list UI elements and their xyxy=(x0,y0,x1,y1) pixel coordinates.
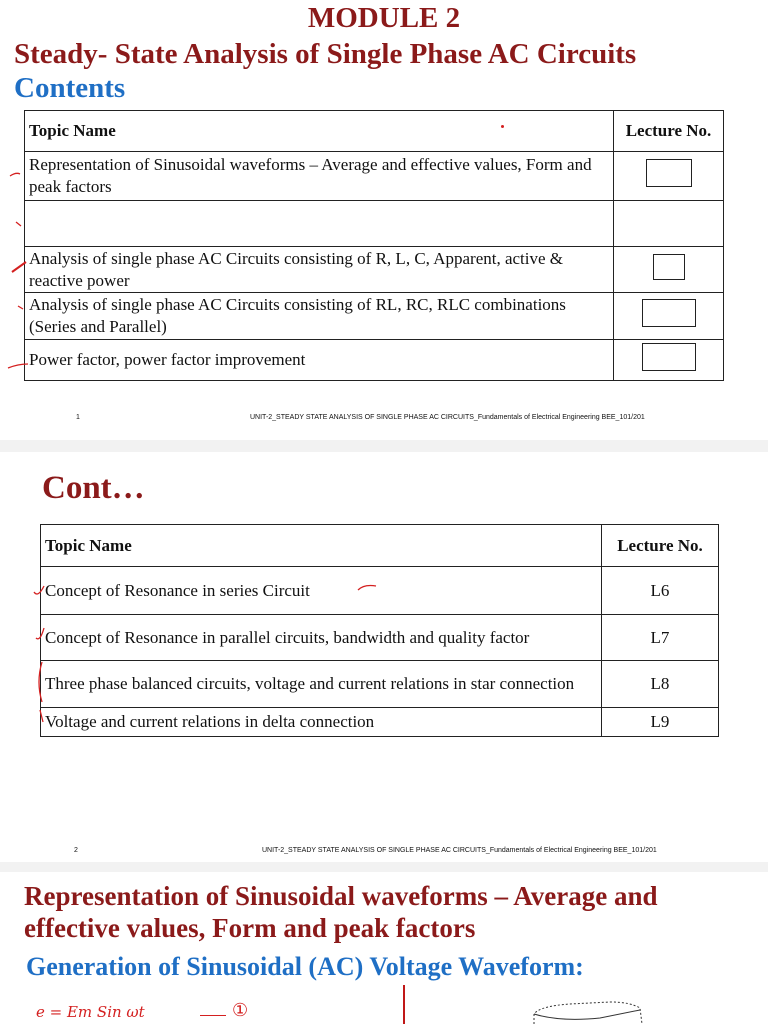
topic-cell: Analysis of single phase AC Circuits consisting of RL, RC, RLC combinations (Series and Parallel) xyxy=(25,293,614,340)
lecture-box-cell xyxy=(614,247,724,293)
handwritten-circled-number: ① xyxy=(232,1000,249,1021)
slide-separator xyxy=(0,862,768,872)
slide-subtitle: Steady- State Analysis of Single Phase AC Circuits xyxy=(14,38,637,70)
topic-cell: Concept of Resonance in parallel circuits, bandwidth and quality factor xyxy=(41,615,602,661)
table-row xyxy=(25,293,724,340)
lecture-box-cell xyxy=(614,293,724,340)
lecture-box-cell xyxy=(614,340,724,381)
footer-page-number: 1 xyxy=(76,414,80,421)
handwritten-dash xyxy=(200,1015,226,1016)
lecture-no-header: Lecture No. xyxy=(614,111,724,152)
slide-1 xyxy=(0,0,768,440)
table-row xyxy=(25,152,724,201)
lecture-box xyxy=(646,159,692,187)
handwritten-dot xyxy=(501,125,504,128)
topic-cell: Power factor, power factor improvement xyxy=(25,340,614,381)
topic-cell: Analysis of single phase AC Circuits consisting of R, L, C, Apparent, active & reactive power xyxy=(25,247,614,293)
vertical-red-line xyxy=(403,985,405,1024)
slide-separator xyxy=(0,440,768,452)
topic-cell: Concept of Resonance in series Circuit xyxy=(41,567,602,615)
lecture-box xyxy=(653,254,685,280)
module-title: MODULE 2 xyxy=(307,2,461,34)
topic-cell: Voltage and current relations in delta connection xyxy=(41,708,602,737)
topic-cell xyxy=(25,201,614,247)
handwritten-tick-marks xyxy=(0,150,40,380)
topic-name-header: Topic Name xyxy=(25,111,614,152)
table-header-row xyxy=(41,525,719,567)
topic-cell: Representation of Sinusoidal waveforms – Average and effective values, Form and peak factors xyxy=(25,152,614,201)
contents-heading: Contents xyxy=(14,72,126,104)
lecture-no-header: Lecture No. xyxy=(602,525,719,567)
footer-text: UNIT-2_STEADY STATE ANALYSIS OF SINGLE PHASE AC CIRCUITS_Fundamentals of Electrical Engineering BEE_101/201 xyxy=(250,414,645,421)
slide-title: Representation of Sinusoidal waveforms – Average and effective values, Form and peak factors xyxy=(24,881,658,943)
footer-page-number: 2 xyxy=(74,847,78,854)
footer-text: UNIT-2_STEADY STATE ANALYSIS OF SINGLE PHASE AC CIRCUITS_Fundamentals of Electrical Engineering BEE_101/201 xyxy=(262,847,657,854)
table-row xyxy=(25,201,724,247)
topic-cell: Three phase balanced circuits, voltage and current relations in star connection xyxy=(41,661,602,708)
lecture-cell: L8 xyxy=(602,661,719,708)
section-heading: Generation of Sinusoidal (AC) Voltage Waveform: xyxy=(26,952,584,981)
slide-title: Cont… xyxy=(42,470,145,506)
handwritten-equation: e = Em Sin ωt xyxy=(36,1003,145,1021)
contents-table xyxy=(24,110,724,381)
table-row xyxy=(25,340,724,381)
table-row xyxy=(25,247,724,293)
topic-name-header: Topic Name xyxy=(41,525,602,567)
lecture-cell: L7 xyxy=(602,615,719,661)
generator-coil-sketch xyxy=(530,998,650,1024)
lecture-box-cell xyxy=(614,152,724,201)
lecture-box xyxy=(642,343,696,371)
table-header-row xyxy=(25,111,724,152)
lecture-cell: L6 xyxy=(602,567,719,615)
lecture-cell: L9 xyxy=(602,708,719,737)
handwritten-tick-marks xyxy=(0,570,400,740)
lecture-box xyxy=(642,299,696,327)
lecture-box-cell xyxy=(614,201,724,247)
